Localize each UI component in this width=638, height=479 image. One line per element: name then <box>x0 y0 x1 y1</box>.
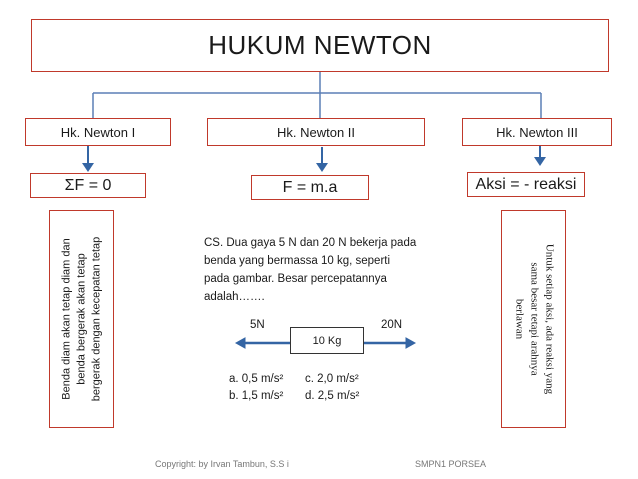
footer-school: SMPN1 PORSEA <box>415 459 487 469</box>
law-1-description-line: Benda diam akan tetap diam dan <box>60 238 72 400</box>
down-arrow-icon <box>316 147 328 172</box>
law-1-description-line: bergerak dengan kecepatan tetap <box>90 236 102 402</box>
question-line: benda yang bermassa 10 kg, seperti <box>204 255 391 267</box>
force-right-label: 20N <box>381 319 403 331</box>
down-arrow-icon <box>534 146 546 166</box>
law-2-label: Hk. Newton II <box>207 118 425 146</box>
law-1-description-line: benda bergerak akan tetap <box>75 253 87 385</box>
option-c: c. 2,0 m/s² <box>305 373 359 385</box>
law-1-formula: ΣF = 0 <box>30 173 146 198</box>
option-d: d. 2,5 m/s² <box>305 390 360 402</box>
question-line: adalah……. <box>204 291 265 303</box>
question-line: pada gambar. Besar percepatannya <box>204 273 387 285</box>
force-arrow-left <box>236 338 290 348</box>
option-b: b. 1,5 m/s² <box>229 390 284 402</box>
law-3-label: Hk. Newton III <box>462 118 612 146</box>
law-3-description <box>501 210 566 428</box>
force-arrow-right <box>364 338 415 348</box>
footer-copyright: Copyright: by Irvan Tambun, S.S i <box>155 459 289 469</box>
law-2-formula: F = m.a <box>251 175 369 200</box>
law-3-description-line: sama besar tetapi arahnya <box>528 262 540 376</box>
law-1-description <box>49 210 114 428</box>
law-1-label: Hk. Newton I <box>25 118 171 146</box>
force-left-label: 5N <box>250 319 265 331</box>
question-text <box>204 234 416 306</box>
diagram-title: HUKUM NEWTON <box>31 19 609 72</box>
law-3-description-line: Untuk setiap aksi, ada reaksi yang <box>543 243 555 395</box>
mass-box: 10 Kg <box>290 327 364 354</box>
option-a: a. 0,5 m/s² <box>229 373 284 385</box>
question-line: CS. Dua gaya 5 N dan 20 N bekerja pada <box>204 237 417 249</box>
law-3-description-line: berlawan <box>513 298 525 340</box>
law-3-formula: Aksi = - reaksi <box>467 172 585 197</box>
down-arrow-icon <box>82 146 94 172</box>
